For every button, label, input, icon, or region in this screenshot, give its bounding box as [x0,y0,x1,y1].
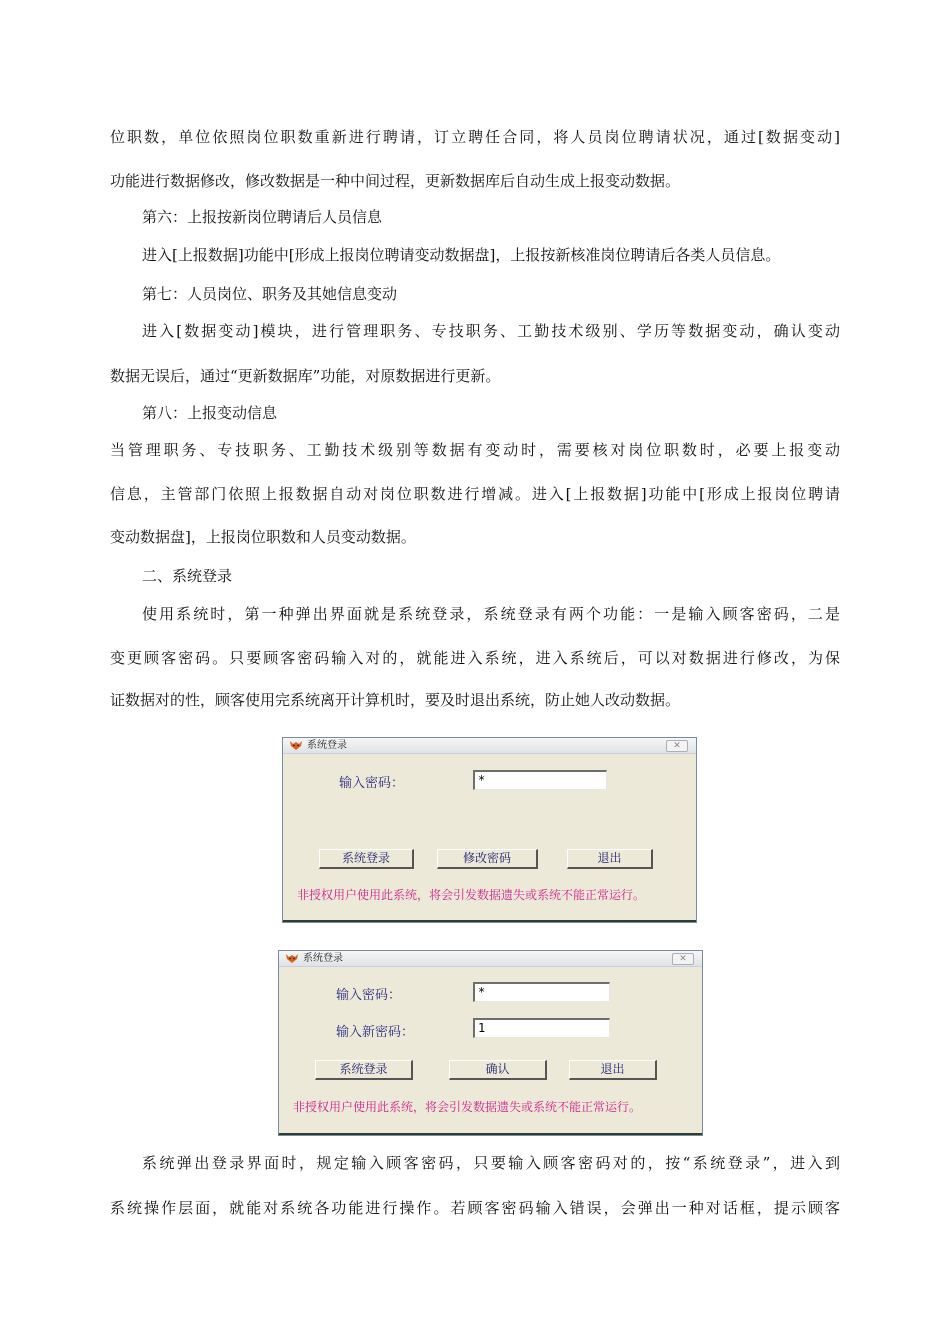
section-heading: 二、系统登录 [142,567,233,585]
paragraph-line: 功能进行数据修改，修改数据是一种中间过程，更新数据库后自动生成上报变动数据。 [110,172,681,190]
password-label: 输入密码： [336,988,402,1003]
fox-app-icon [285,953,299,964]
confirm-button[interactable]: 确认 [449,1060,547,1080]
fox-app-icon [289,740,303,751]
close-icon[interactable]: ✕ [672,953,694,965]
password-input[interactable]: * [473,982,610,1002]
paragraph-line: 证数据对的性，顾客使用完系统离开计算机时，要及时退出系统，防止她人改动数据。 [110,691,681,709]
warning-text: 非授权用户使用此系统，将会引发数据遗失或系统不能正常运行。 [293,1100,642,1114]
change-password-dialog-screenshot [278,950,703,1136]
paragraph-line: 使用系统时，第一种弹出界面就是系统登录，系统登录有两个功能：一是输入顾客密码，二是 [142,605,840,623]
login-button[interactable]: 系统登录 [319,849,414,869]
exit-button[interactable]: 退出 [567,849,653,869]
paragraph-line: 位职数，单位依照岗位职数重新进行聘请，订立聘任合同，将人员岗位聘请状况，通过[数据变动] [110,128,840,146]
paragraph-line: 进入[数据变动]模块，进行管理职务、专技职务、工勤技术级别、学历等数据变动，确认变动 [142,322,840,340]
paragraph-line: 系统操作层面，就能对系统各功能进行操作。若顾客密码输入错误，会弹出一种对话框，提示顾客 [110,1199,840,1217]
title-bar [279,951,702,967]
divider [279,1133,702,1135]
login-button[interactable]: 系统登录 [315,1060,413,1080]
dialog-title: 系统登录 [303,953,343,964]
exit-button[interactable]: 退出 [569,1060,657,1080]
paragraph-line: 当管理职务、专技职务、工勤技术级别等数据有变动时，需要核对岗位职数时，必要上报变动 [110,441,840,459]
section-heading: 第八：上报变动信息 [142,404,278,422]
paragraph-line: 变更顾客密码。只要顾客密码输入对的，就能进入系统，进入系统后，可以对数据进行修改，为保 [110,649,840,667]
section-heading: 第六：上报按新岗位聘请后人员信息 [142,208,383,226]
password-label: 输入密码： [339,776,405,791]
login-dialog-screenshot [282,737,697,923]
paragraph-line: 进入[上报数据]功能中[形成上报岗位聘请变动数据盘]，上报按新核准岗位聘请后各类人员信息。 [142,246,781,264]
warning-text: 非授权用户使用此系统，将会引发数据遗失或系统不能正常运行。 [297,888,646,902]
change-password-button[interactable]: 修改密码 [437,849,538,869]
section-heading: 第七：人员岗位、职务及其她信息变动 [142,285,398,303]
new-password-label: 输入新密码： [336,1025,415,1040]
paragraph-line: 变动数据盘]，上报岗位职数和人员变动数据。 [110,528,416,546]
divider [283,920,696,922]
close-icon[interactable]: ✕ [666,740,688,752]
paragraph-line: 信息，主管部门依照上报数据自动对岗位职数进行增减。进入[上报数据]功能中[形成上报岗位聘请 [110,485,840,503]
title-bar [283,738,696,754]
paragraph-line: 系统弹出登录界面时，规定输入顾客密码，只要输入顾客密码对的，按“系统登录”，进入到 [142,1154,840,1172]
password-input[interactable]: * [473,770,607,790]
dialog-title: 系统登录 [307,740,347,751]
new-password-input[interactable]: 1 [473,1018,610,1038]
paragraph-line: 数据无误后，通过“更新数据库”功能，对原数据进行更新。 [110,367,501,385]
